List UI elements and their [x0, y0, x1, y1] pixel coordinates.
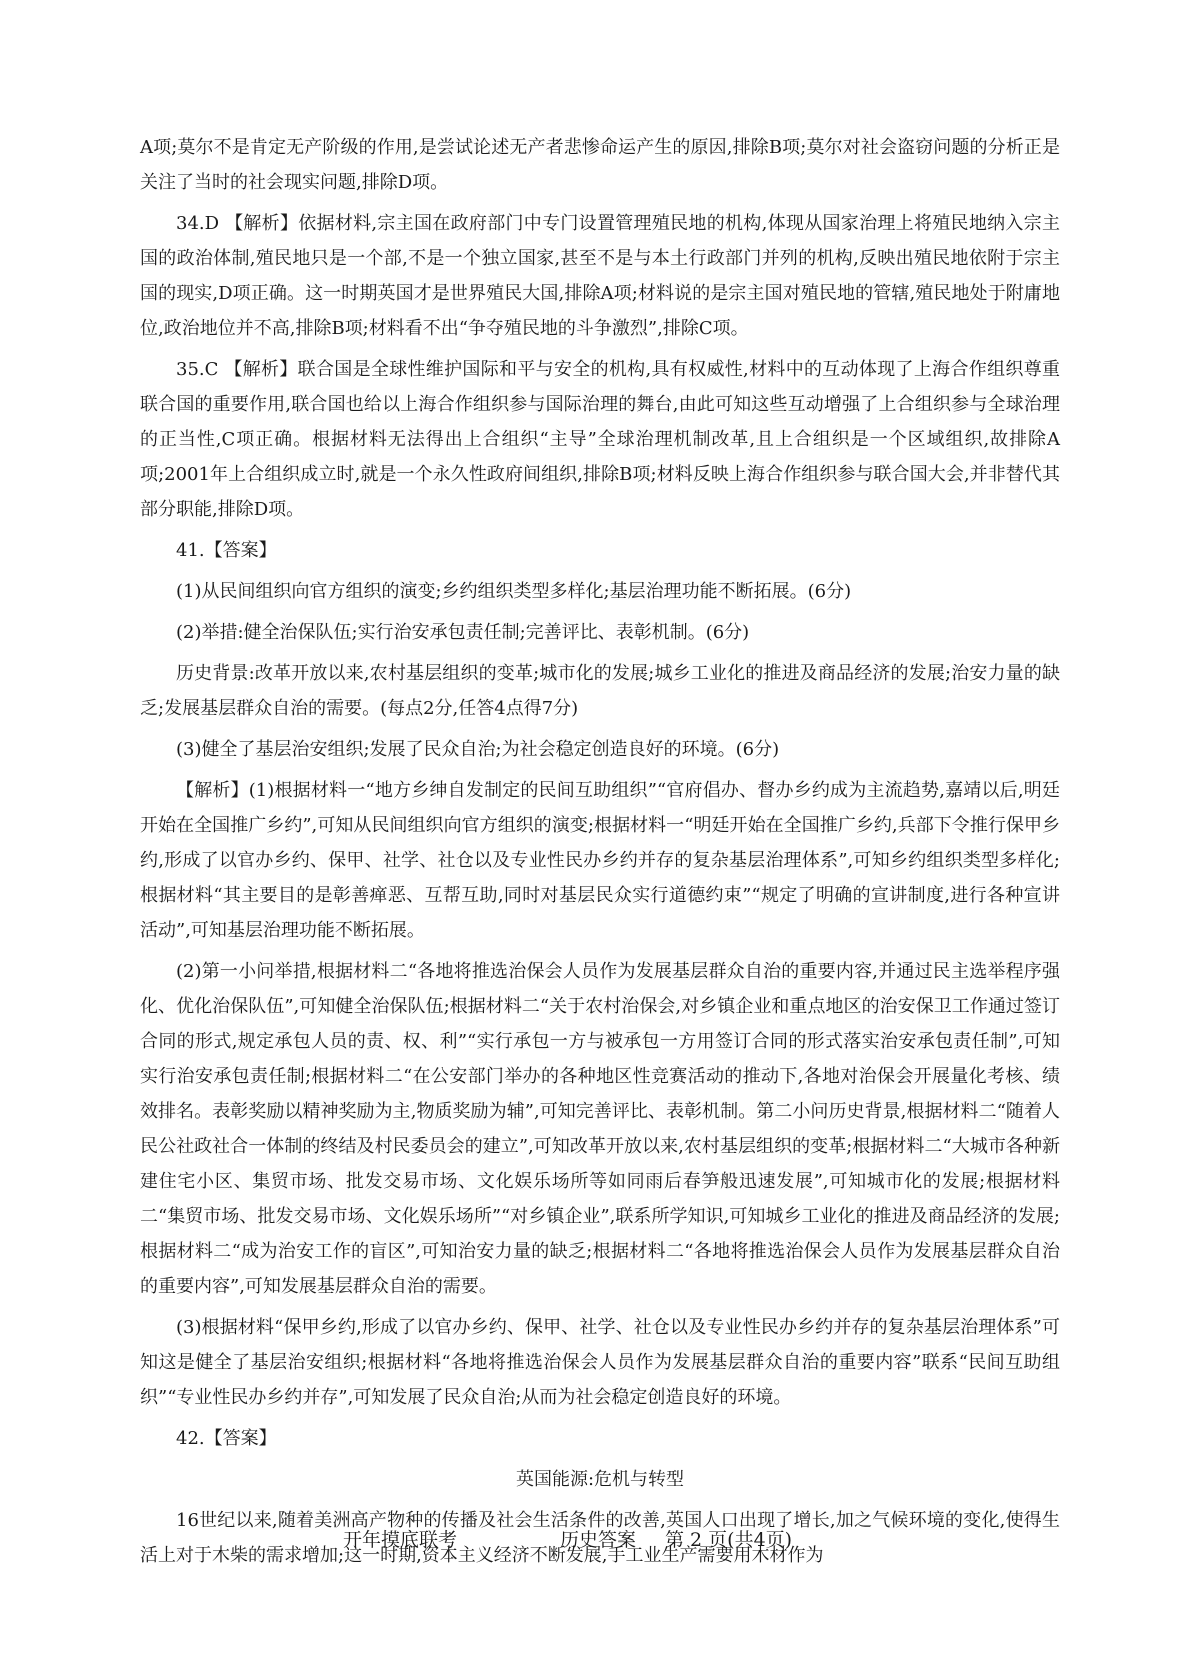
paragraph-q33-continued: A项;莫尔不是肯定无产阶级的作用,是尝试论述无产者悲惨命运产生的原因,排除B项;莫尔对社会盗窃问题的分析正是关注了当时的社会现实问题,排除D项。	[140, 137, 1060, 193]
footer-subject: 历史答案	[560, 1529, 637, 1551]
q41-analysis-part3: (3)根据材料“保甲乡约,形成了以官办乡约、保甲、社学、社仓以及专业性民办乡约并存的复杂基层治理体系”可知这是健全了基层治安组织;根据材料“各地将推选治保会人员作为发展基层群众自治的重要内容”联系“民间互助组织”“专业性民办乡约并存”,可知发展了民众自治;从而为社会稳定创造良好的环境。	[140, 1317, 1060, 1408]
q42-essay-body: 16世纪以来,随着美洲高产物种的传播及社会生活条件的改善,英国人口出现了增长,加之气候环境的变化,使得生活上对于木柴的需求增加;这一时期,资本主义经济不断发展,手工业生产需要用木材作为	[140, 1510, 1060, 1566]
footer-page-number: 第 2 页(共4页)	[665, 1529, 793, 1551]
q41-answer-heading: 41.【答案】	[176, 540, 277, 561]
q42-answer-heading: 42.【答案】	[176, 1428, 277, 1449]
q41-answer-part1: (1)从民间组织向官方组织的演变;乡约组织类型多样化;基层治理功能不断拓展。(6分)	[176, 581, 852, 602]
q42-essay-title: 英国能源:危机与转型	[515, 1469, 685, 1490]
q41-analysis-part2: (2)第一小问举措,根据材料二“各地将推选治保会人员作为发展基层群众自治的重要内容,并通过民主选举程序强化、优化治保队伍”,可知健全治保队伍;根据材料二“关于农村治保会,对乡镇企业和重点地区的治安保卫工作通过签订合同的形式,规定承包人员的责、权、利”“实行承包一方与被承包一方用签订合同的形式落实治安承包责任制”,可知实行治安承包责任制;根据材料二“在公安部门举办的各种地区性竞赛活动的推动下,各地对治保会开展量化考核、绩效排名。表彰奖励以精神奖励为主,物质奖励为辅”,可知完善评比、表彰机制。第二小问历史背景,根据材料二“随着人民公社政社合一体制的终结及村民委员会的建立”,可知改革开放以来,农村基层组织的变革;根据材料二“大城市各种新建住宅小区、集贸市场、批发交易市场、文化娱乐场所等如同雨后春笋般迅速发展”,可知城市化的发展;根据材料二“集贸市场、批发交易市场、文化娱乐场所”“对乡镇企业”,联系所学知识,可知城乡工业化的推进及商品经济的发展;根据材料二“成为治安工作的盲区”,可知治安力量的缺乏;根据材料二“各地将推选治保会人员作为发展基层群众自治的重要内容”,可知发展基层群众自治的需要。	[140, 961, 1060, 1297]
paragraph-q34: 34.D 【解析】依据材料,宗主国在政府部门中专门设置管理殖民地的机构,体现从国家治理上将殖民地纳入宗主国的政治体制,殖民地只是一个部,不是一个独立国家,甚至不是与本土行政部门并列的机构,反映出殖民地依附于宗主国的现实,D项正确。这一时期英国才是世界殖民大国,排除A项;材料说的是宗主国对殖民地的管辖,殖民地处于附庸地位,政治地位并不高,排除B项;材料看不出“争夺殖民地的斗争激烈”,排除C项。	[140, 213, 1060, 339]
q41-analysis-part1: 【解析】(1)根据材料一“地方乡绅自发制定的民间互助组织”“官府倡办、督办乡约成为主流趋势,嘉靖以后,明廷开始在全国推广乡约”,可知从民间组织向官方组织的演变;根据材料一“明廷开始在全国推广乡约,兵部下令推行保甲乡约,形成了以官办乡约、保甲、社学、社仓以及专业性民办乡约并存的复杂基层治理体系”,可知乡约组织类型多样化;根据材料“其主要目的是彰善瘅恶、互帮互助,同时对基层民众实行道德约束”“规定了明确的宣讲制度,进行各种宣讲活动”,可知基层治理功能不断拓展。	[140, 780, 1060, 941]
paragraph-q35: 35.C 【解析】联合国是全球性维护国际和平与安全的机构,具有权威性,材料中的互动体现了上海合作组织尊重联合国的重要作用,联合国也给以上海合作组织参与国际治理的舞台,由此可知这些互动增强了上合组织参与全球治理的正当性,C项正确。根据材料无法得出上合组织“主导”全球治理机制改革,且上合组织是一个区域组织,故排除A项;2001年上合组织成立时,就是一个永久性政府间组织,排除B项;材料反映上海合作组织参与联合国大会,并非替代其部分职能,排除D项。	[140, 359, 1060, 520]
q41-answer-part2: (2)举措:健全治保队伍;实行治安承包责任制;完善评比、表彰机制。(6分)	[176, 622, 750, 643]
q41-answer-part3: (3)健全了基层治安组织;发展了民众自治;为社会稳定创造良好的环境。(6分)	[176, 739, 780, 760]
answer-content	[140, 130, 1060, 1579]
footer-exam-name: 开年摸底联考	[343, 1529, 458, 1551]
q41-answer-background: 历史背景:改革开放以来,农村基层组织的变革;城市化的发展;城乡工业化的推进及商品经济的发展;治安力量的缺乏;发展基层群众自治的需要。(每点2分,任答4点得7分)	[140, 663, 1060, 719]
